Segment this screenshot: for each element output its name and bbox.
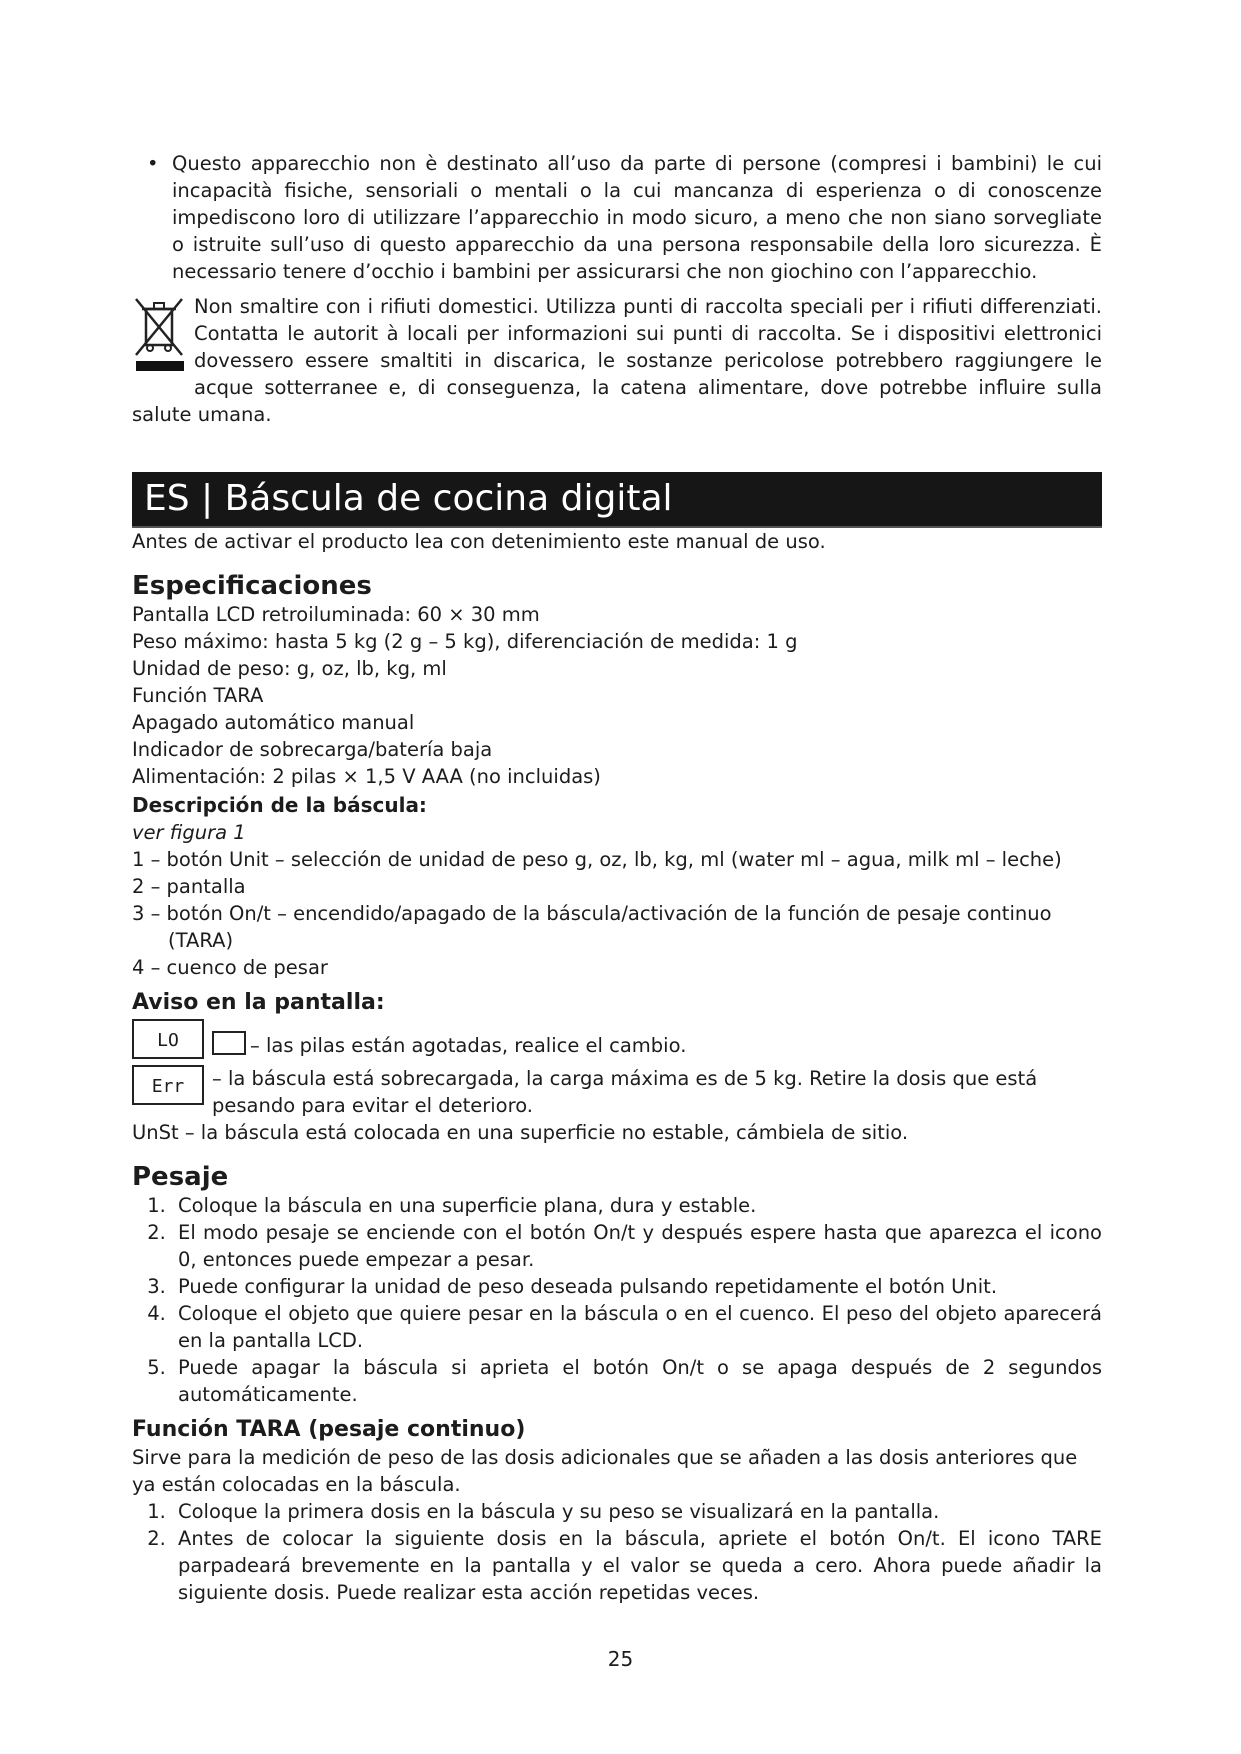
display-notice-heading: Aviso en la pantalla: — [132, 990, 385, 1015]
weee-notice — [132, 293, 1102, 428]
tare-step: 2. Antes de colocar la siguiente dosis en la báscula, apriete el botón On/t. El icono TARE parpadeará brevemente en la pantalla y el valor se queda a cero. Ahora puede añadir la siguiente dosis. Puede realizar esta acción repetidas veces. — [172, 1525, 1102, 1606]
weighing-step: 5. Puede apagar la báscula si aprieta el botón On/t o se apaga después de 2 segundos automáticamente. — [172, 1354, 1102, 1408]
weee-text: Non smaltire con i rifiuti domestici. Utilizza punti di raccolta speciali per i rifiuti differenziati. Contatta le autorit à locali per informazioni sui punti di raccolta. Se i dispositivi elettronici dovessero essere smaltiti in discarica, le sostanze pericolose potrebbero raggiungere le acque sotterranee e, di conseguenza, la catena alimentare, dove potrebbe influire sulla salute umana. — [132, 295, 1102, 426]
weighing-step: 2. El modo pesaje se enciende con el botón On/t y después espere hasta que aparezca el icono 0, entonces puede empezar a pesar. — [172, 1219, 1102, 1273]
bullet-dot: • — [147, 152, 159, 175]
manual-page — [132, 150, 1102, 1606]
err-notice — [132, 1065, 1102, 1119]
lcd-err-display: Err — [132, 1065, 204, 1105]
safety-bullet — [132, 150, 1102, 285]
tare-intro: Sirve para la medición de peso de las dosis adicionales que se añaden a las dosis anteriores que ya están colocadas en la báscula. — [132, 1446, 1078, 1496]
spec-line: Peso máximo: hasta 5 kg (2 g – 5 kg), diferenciación de medida: 1 g — [132, 630, 798, 653]
lcd-lo-display: LO — [132, 1019, 204, 1059]
lo-notice — [132, 1019, 1102, 1059]
description-item: 1 – botón Unit – selección de unidad de peso g, oz, lb, kg, ml (water ml – agua, milk ml – leche) — [132, 848, 1062, 871]
weighing-step: 1. Coloque la báscula en una superficie plana, dura y estable. — [172, 1192, 1102, 1219]
description-heading: Descripción de la báscula: — [132, 793, 427, 817]
page-number: 25 — [607, 1647, 634, 1671]
weighing-heading: Pesaje — [132, 1162, 229, 1192]
weighing-step: 3. Puede configurar la unidad de peso deseada pulsando repetidamente el botón Unit. — [172, 1273, 1102, 1300]
intro-text: Antes de activar el producto lea con detenimiento este manual de uso. — [132, 530, 826, 553]
unst-notice-text: UnSt – la báscula está colocada en una superficie no estable, cámbiela de sitio. — [132, 1121, 909, 1144]
lo-notice-text: – las pilas están agotadas, realice el cambio. — [250, 1034, 687, 1057]
spec-line: Función TARA — [132, 684, 264, 707]
description-item: 2 – pantalla — [132, 875, 246, 898]
description-item: 3 – botón On/t – encendido/apagado de la báscula/activación de la función de pesaje continuo (TARA) — [132, 902, 1052, 952]
tare-step: 1. Coloque la primera dosis en la báscula y su peso se visualizará en la pantalla. — [172, 1498, 1102, 1525]
weee-bin-icon — [132, 295, 188, 385]
description-item: 4 – cuenco de pesar — [132, 956, 328, 979]
safety-bullet-text: Questo apparecchio non è destinato all’uso da parte di persone (compresi i bambini) le cui incapacità fisiche, sensoriali o mentali o la cui mancanza di esperienza o di conoscenze impediscono loro di utilizzare l’apparecchio in modo sicuro, a meno che non siano sorvegliate o istruite sull’uso di questo apparecchio da una persona responsabile della loro sicurezza. È necessario tenere d’occhio i bambini per assicurarsi che non giochino con l’apparecchio. — [172, 152, 1102, 283]
spec-line: Apagado automático manual — [132, 711, 415, 734]
description-list — [132, 846, 1102, 981]
battery-icon — [212, 1031, 246, 1055]
section-header: ES | Báscula de cocina digital — [132, 472, 1102, 528]
spec-line: Pantalla LCD retroiluminada: 60 × 30 mm — [132, 603, 540, 626]
weighing-steps — [132, 1192, 1102, 1408]
spec-line: Unidad de peso: g, oz, lb, kg, ml — [132, 657, 447, 680]
tare-heading: Función TARA (pesaje continuo) — [132, 1417, 526, 1442]
figure-reference: ver figura 1 — [132, 821, 246, 844]
specs-heading: Especificaciones — [132, 571, 372, 601]
weee-bar — [136, 361, 184, 371]
err-notice-text: – la báscula está sobrecargada, la carga máxima es de 5 kg. Retire la dosis que está pesando para evitar el deterioro. — [212, 1067, 1038, 1117]
spec-line: Alimentación: 2 pilas × 1,5 V AAA (no incluidas) — [132, 765, 601, 788]
spec-line: Indicador de sobrecarga/batería baja — [132, 738, 493, 761]
weighing-step: 4. Coloque el objeto que quiere pesar en la báscula o en el cuenco. El peso del objeto aparecerá en la pantalla LCD. — [172, 1300, 1102, 1354]
tare-steps — [132, 1498, 1102, 1606]
specs-list — [132, 601, 1102, 790]
